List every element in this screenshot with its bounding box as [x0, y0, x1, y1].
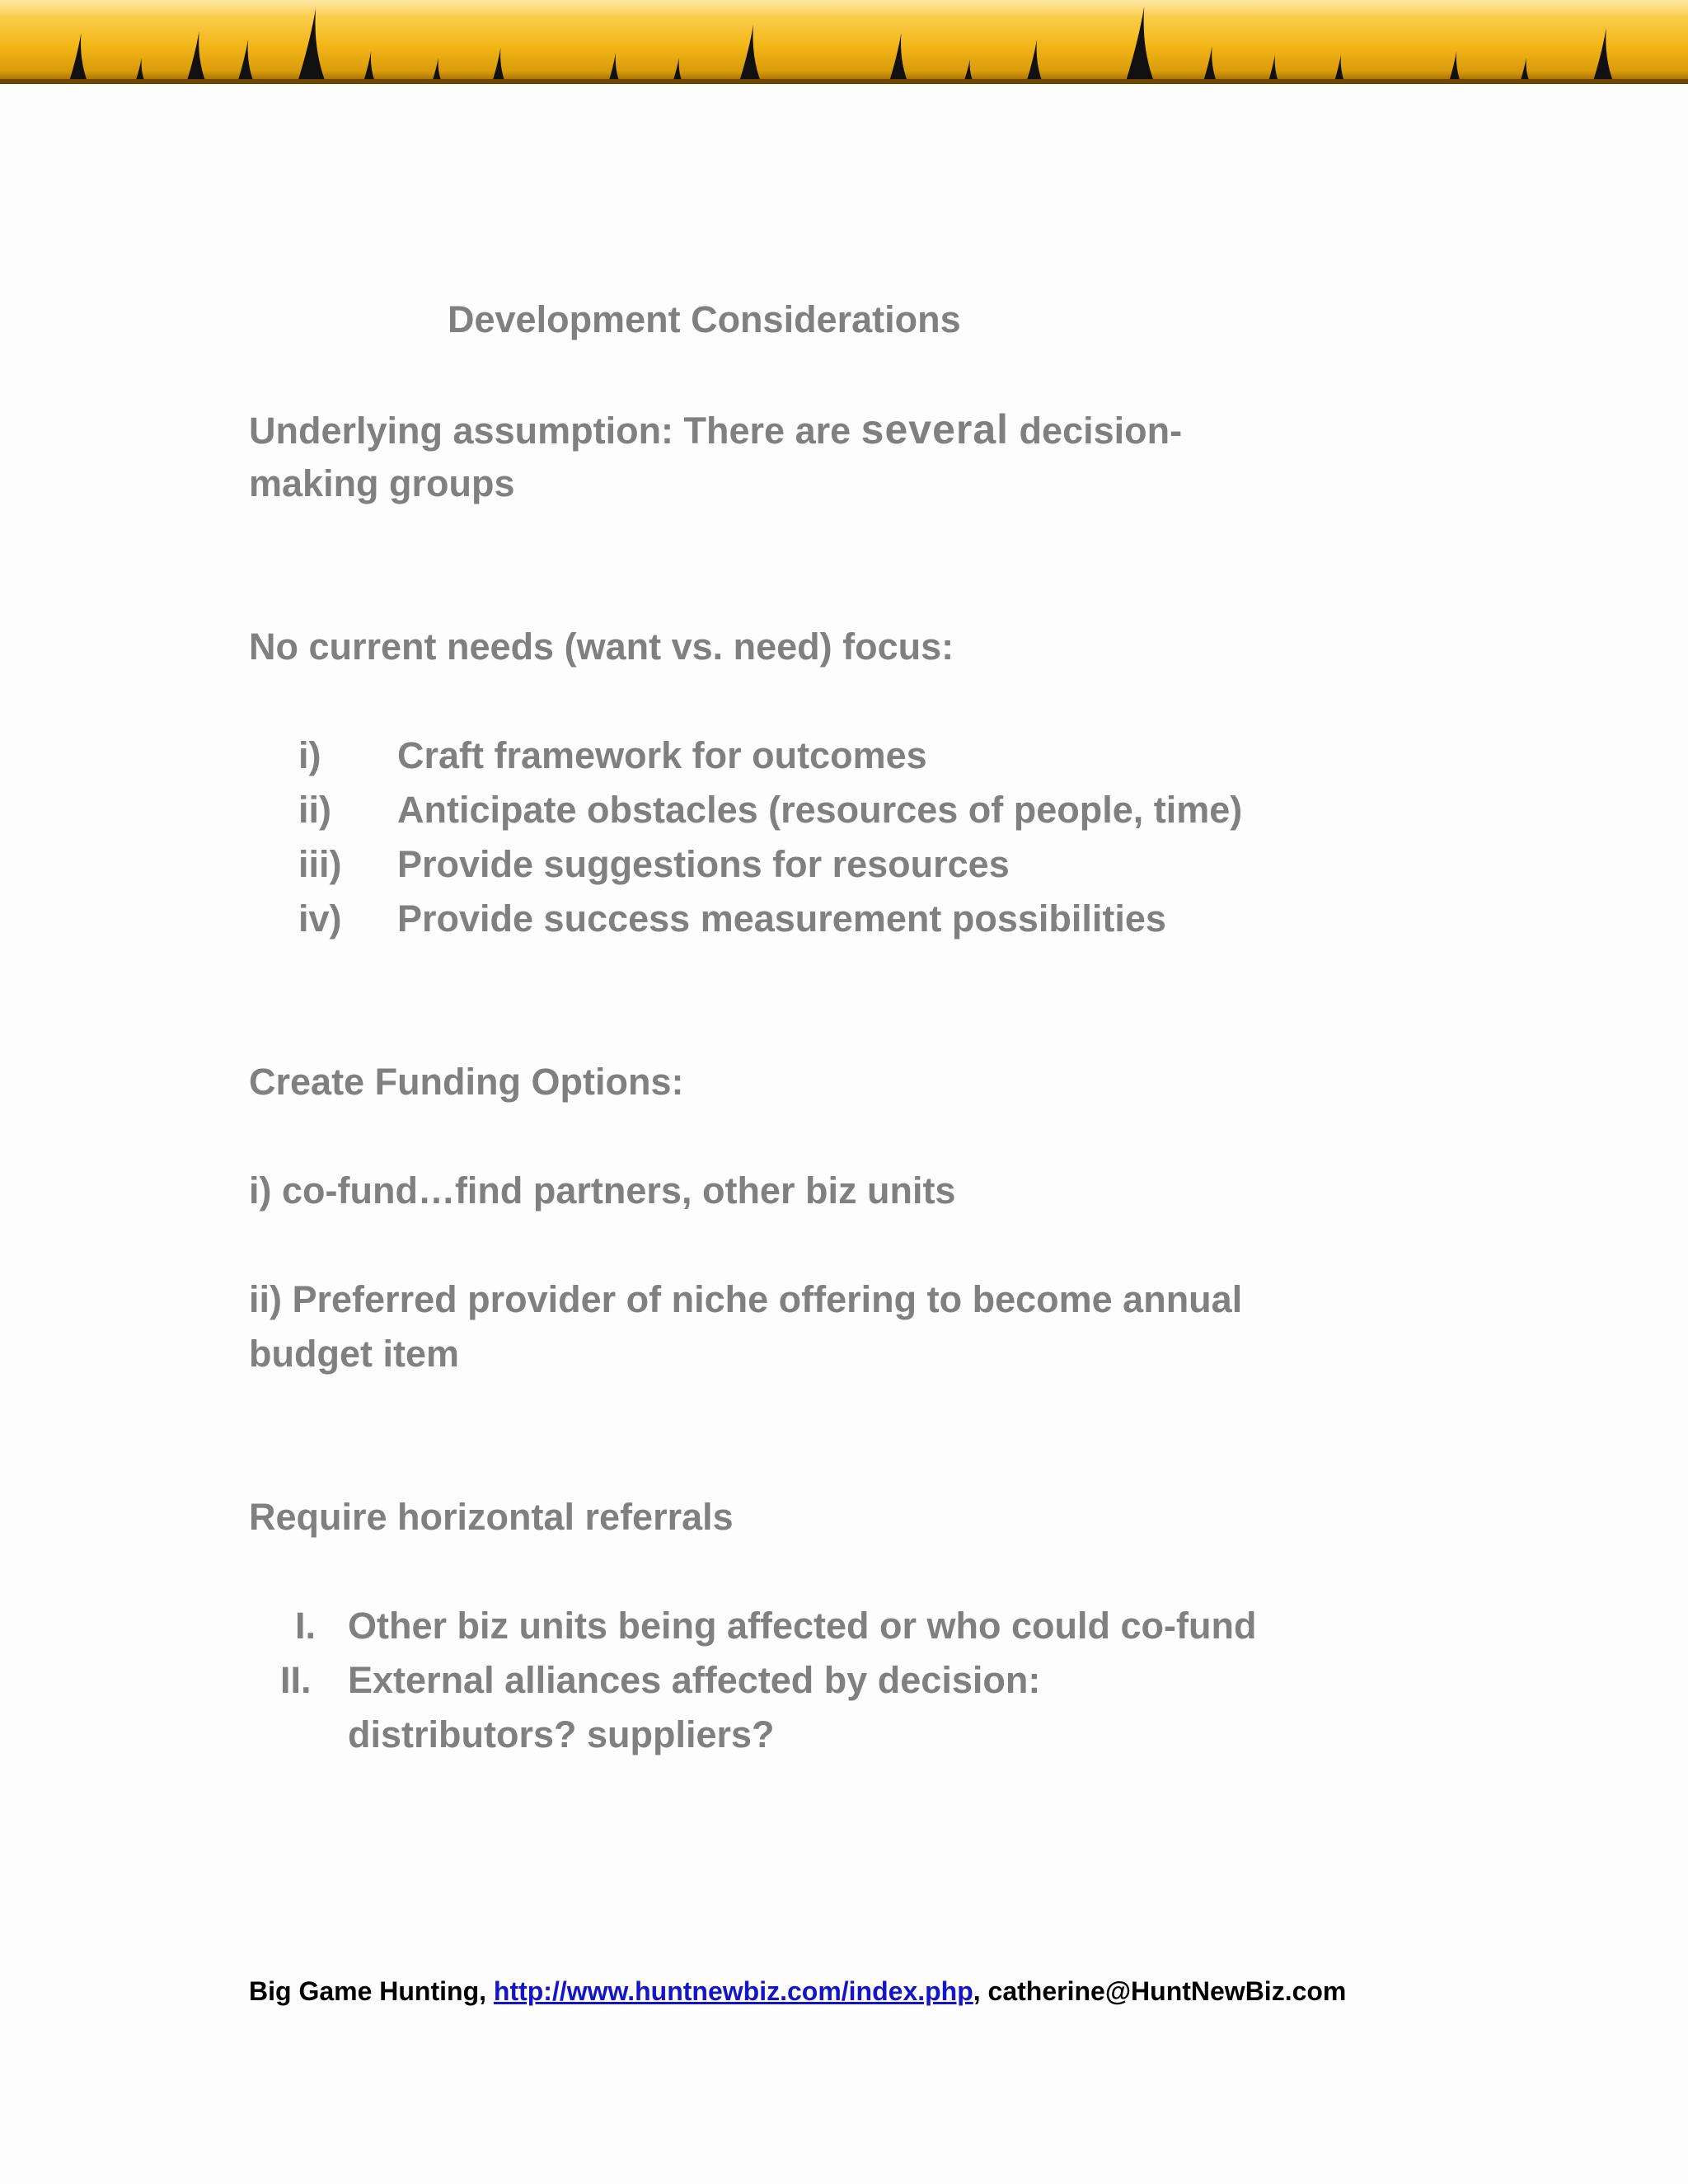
- page-title: Development Considerations: [448, 298, 961, 340]
- assumption-suffix: decision-: [1009, 410, 1183, 452]
- list-item-number: i): [298, 734, 321, 776]
- tiger-stripe-mark: [1126, 7, 1155, 82]
- tiger-stripe-mark: [492, 48, 505, 82]
- tiger-stripe-mark: [1268, 54, 1279, 82]
- list-item-text: Other biz units being affected or who could co-fund: [348, 1605, 1257, 1647]
- assumption-line-1: [249, 402, 1182, 458]
- footer-prefix: Big Game Hunting,: [249, 1976, 494, 2006]
- list-item-text-continuation: distributors? suppliers?: [348, 1713, 775, 1755]
- website-link[interactable]: http://www.huntnewbiz.com/index.php: [493, 1976, 973, 2006]
- tiger-stripe-mark: [889, 33, 908, 82]
- list-item-number: I.: [295, 1605, 316, 1647]
- tiger-stripe-mark: [237, 40, 254, 82]
- list-item-text: Anticipate obstacles (resources of people, time): [397, 789, 1243, 831]
- list-item-text: Provide success measurement possibilities: [397, 898, 1166, 940]
- section-heading-funding: Create Funding Options:: [249, 1061, 684, 1103]
- tiger-stripe-mark: [1520, 58, 1530, 82]
- tiger-stripe-mark: [432, 58, 442, 82]
- tiger-stripe-mark: [135, 58, 145, 82]
- tiger-stripe-mark: [1203, 46, 1217, 82]
- funding-option-2-line-2: budget item: [249, 1333, 459, 1375]
- tiger-stripe-mark: [964, 59, 973, 82]
- tiger-stripe-mark: [186, 31, 206, 82]
- tiger-stripe-banner: [0, 0, 1688, 84]
- tiger-stripe-mark: [739, 25, 762, 82]
- tiger-stripe-icon: [0, 0, 1688, 84]
- tiger-stripe-mark: [298, 8, 326, 82]
- tiger-stripe-mark: [363, 51, 375, 82]
- list-item-text: External alliances affected by decision:: [348, 1659, 1041, 1701]
- banner-bottom-edge: [0, 79, 1688, 84]
- tiger-stripe-mark: [1592, 28, 1613, 82]
- section-heading-referrals: Require horizontal referrals: [249, 1496, 734, 1538]
- tiger-stripe-mark: [1026, 40, 1043, 82]
- assumption-emphasis: several: [860, 406, 1010, 452]
- tiger-stripe-mark: [69, 33, 88, 82]
- footer: [249, 1973, 1346, 2009]
- list-item-text: Craft framework for outcomes: [397, 734, 927, 776]
- list-item-number: iii): [298, 843, 342, 885]
- list-item-number: iv): [298, 898, 342, 940]
- tiger-stripe-mark: [673, 58, 682, 82]
- footer-contact: , catherine@HuntNewBiz.com: [973, 1976, 1347, 2006]
- funding-option-1: i) co-fund…find partners, other biz units: [249, 1169, 956, 1212]
- list-item-number: II.: [280, 1659, 312, 1701]
- list-item-number: ii): [298, 789, 331, 831]
- assumption-prefix: Underlying assumption: There are: [249, 410, 861, 452]
- tiger-stripe-mark: [608, 53, 620, 82]
- section-heading-needs: No current needs (want vs. need) focus:: [249, 626, 954, 668]
- tiger-stripe-mark: [1449, 51, 1461, 82]
- assumption-line-2: making groups: [249, 462, 515, 504]
- list-item-text: Provide suggestions for resources: [397, 843, 1010, 885]
- funding-option-2-line-1: ii) Preferred provider of niche offering to become annual: [249, 1278, 1243, 1320]
- tiger-stripe-mark: [1334, 54, 1345, 82]
